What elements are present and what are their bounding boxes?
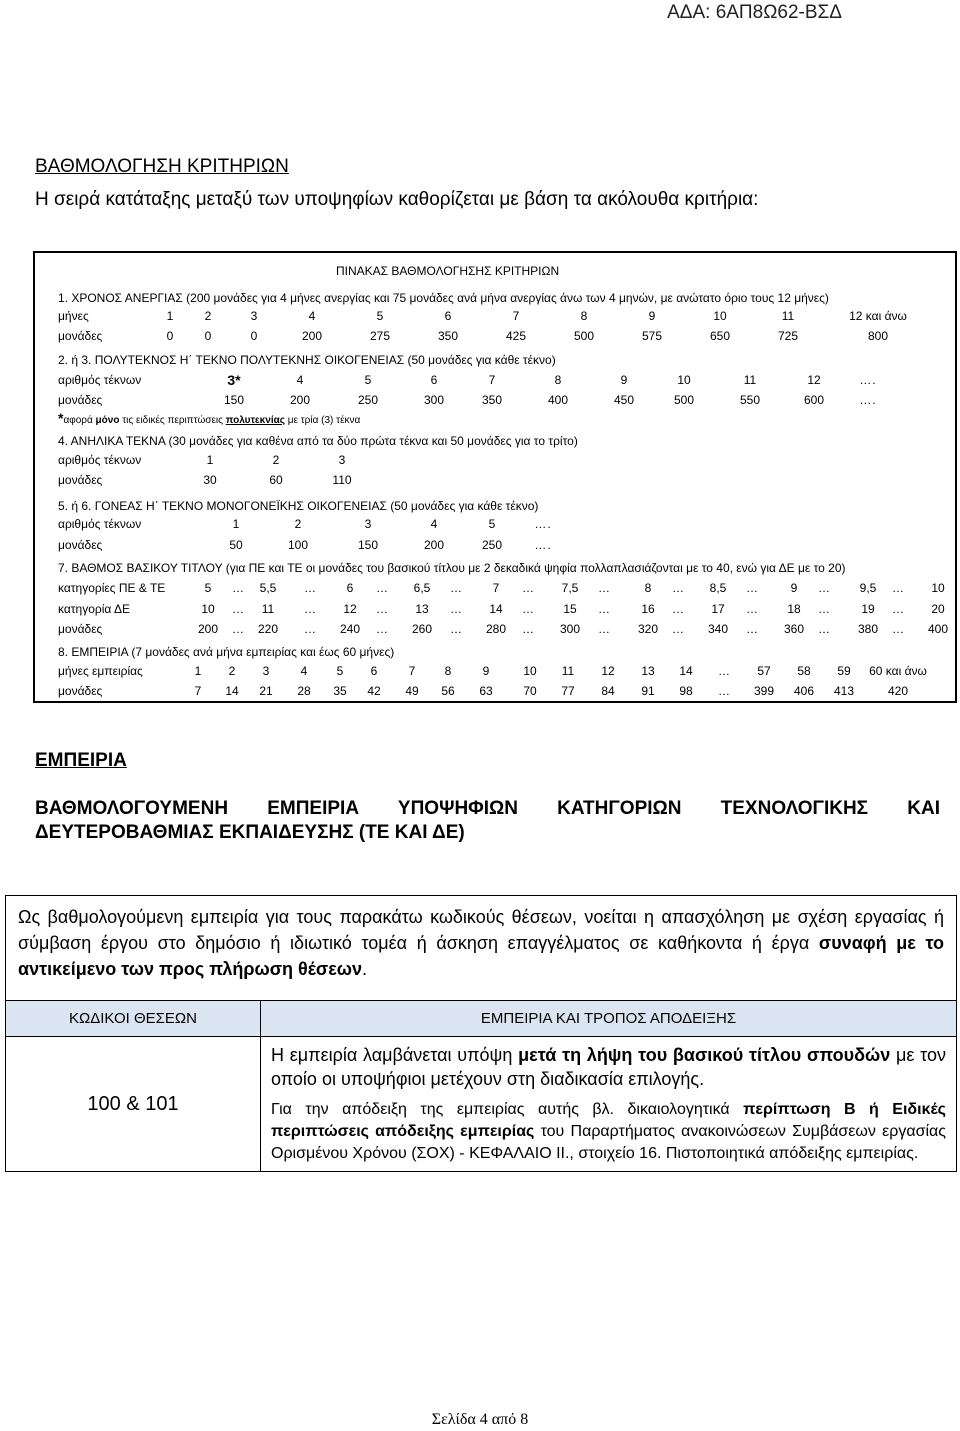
cell-value: 91: [641, 684, 655, 698]
cell-value: 57: [757, 664, 771, 678]
cell-value: …: [450, 602, 462, 616]
row-label: μήνες εμπειρίας: [58, 664, 143, 678]
cell-value: 4: [308, 309, 316, 323]
cell-value: 110: [332, 473, 352, 487]
cell-value: 10: [931, 581, 945, 595]
d2-b: περίπτωση Β ή Ειδικές περιπτώσεις απόδειξης εμπειρίας: [271, 1101, 947, 1140]
cell-value: 10: [677, 373, 691, 387]
d1-b: μετά τη λήψη του βασικού τίτλου σπουδών: [518, 1045, 891, 1065]
cell-value: 42: [367, 684, 381, 698]
note-star: *: [58, 410, 64, 426]
cell-value: …: [304, 581, 316, 595]
cell-value: 1: [206, 453, 214, 467]
cell-value: 399: [753, 684, 775, 698]
experience-description: [261, 1037, 957, 1172]
cell-value: 320: [637, 622, 659, 636]
criterion-5-title: 5. ή 6. ΓΟΝΕΑΣ Η΄ ΤΕΚΝΟ ΜΟΝΟΓΟΝΕΪΚΗΣ ΟΙΚΟΓΕΝΕΙΑΣ (50 μονάδες για κάθε τέκνο): [58, 499, 539, 513]
row-label: μήνες: [58, 309, 89, 323]
cell-value: 350: [437, 329, 459, 343]
cell-value: 14: [489, 602, 503, 616]
cell-value: 11: [561, 664, 575, 678]
cell-value: 7: [488, 373, 496, 387]
cell-value: 420: [887, 684, 909, 698]
cell-value: 2: [204, 309, 212, 323]
col-codes-header: ΚΩΔΙΚΟΙ ΘΕΣΕΩΝ: [6, 1001, 261, 1037]
cell-value: 11: [261, 602, 275, 616]
cell-value: 4: [300, 664, 308, 678]
cell-value: 11: [781, 309, 795, 323]
cell-value: 350: [481, 393, 503, 407]
cell-value: …: [818, 622, 830, 636]
row-label: κατηγορία ΔΕ: [58, 602, 130, 616]
cell-value: …: [598, 622, 610, 636]
cell-value: 240: [339, 622, 361, 636]
ada-code: ΑΔΑ: 6ΑΠ8Ω62-ΒΣΔ: [667, 2, 842, 23]
cell-value: 70: [523, 684, 537, 698]
note-e: με τρία (3) τέκνα: [284, 415, 361, 426]
cell-value: …: [232, 581, 244, 595]
cell-value: 360: [783, 622, 805, 636]
d2-a: Για την απόδειξη της εμπειρίας αυτής βλ. δικαιολογητικά: [271, 1101, 744, 1118]
cell-value: 11: [743, 373, 757, 387]
cell-value: 100: [287, 538, 309, 552]
cell-value: 20: [931, 602, 945, 616]
cell-value: 6: [346, 581, 354, 595]
cell-value: 7: [492, 581, 500, 595]
cell-value: …: [522, 602, 534, 616]
experience-title: ΕΜΠΕΙΡΙΑ: [35, 750, 127, 771]
cell-value: 13: [415, 602, 429, 616]
cell-value: 10: [713, 309, 727, 323]
cell-value: 50: [229, 538, 243, 552]
cell-value: …: [892, 602, 904, 616]
cell-value: 63: [479, 684, 493, 698]
cell-value: 9: [482, 664, 490, 678]
cell-value: 406: [793, 684, 815, 698]
cell-value: 6,5: [413, 581, 431, 595]
note-only: μόνο: [95, 415, 120, 426]
experience-heading-line-1: ΒΑΘΜΟΛΟΓΟΥΜΕΝΗ ΕΜΠΕΙΡΙΑ ΥΠΟΨΗΦΙΩΝ ΚΑΤΗΓΟΡΙΩΝ ΤΕΧΝΟΛΟΓΙΚΗΣ ΚΑΙ: [35, 798, 940, 819]
cell-value: 400: [927, 622, 949, 636]
cell-value: 8: [444, 664, 452, 678]
cell-value: …: [746, 581, 758, 595]
cell-value: 340: [707, 622, 729, 636]
cell-value: …: [818, 602, 830, 616]
cell-value: 9: [790, 581, 798, 595]
cell-value: 35: [333, 684, 347, 698]
cell-value: …: [522, 622, 534, 636]
row-label: αριθμός τέκνων: [58, 453, 142, 467]
cell-value: 3: [364, 517, 372, 531]
cell-value: …: [450, 622, 462, 636]
experience-intro-cell: [6, 896, 957, 1001]
cell-value: 425: [505, 329, 527, 343]
cell-value: …: [892, 581, 904, 595]
intro-text: Η σειρά κατάταξης μεταξύ των υποψηφίων καθορίζεται με βάση τα ακόλουθα κριτήρια:: [35, 189, 759, 210]
experience-data-row: [6, 1037, 957, 1172]
cell-value: 7: [512, 309, 520, 323]
cell-value: 6: [444, 309, 452, 323]
cell-value: …: [672, 581, 684, 595]
cell-value: 14: [225, 684, 239, 698]
row-label: μονάδες: [58, 329, 103, 343]
cell-value: 7,5: [561, 581, 579, 595]
cell-value: 8: [644, 581, 652, 595]
cell-value: 49: [405, 684, 419, 698]
cell-value: …: [376, 581, 388, 595]
criterion-8-title: 8. ΕΜΠΕΙΡΙΑ (7 μονάδες ανά μήνα εμπειρίας και έως 60 μήνες): [58, 645, 395, 659]
cell-value: …: [672, 622, 684, 636]
cell-value: 725: [777, 329, 799, 343]
row-label: μονάδες: [58, 393, 103, 407]
experience-heading-line-2: ΔΕΥΤΕΡΟΒΑΘΜΙΑΣ ΕΚΠΑΙΔΕΥΣΗΣ (ΤΕ ΚΑΙ ΔΕ): [35, 822, 465, 843]
ellipsis: ….: [534, 517, 552, 531]
cell-value: 650: [709, 329, 731, 343]
cell-value: 5: [376, 309, 384, 323]
criterion-2-note: [58, 410, 360, 426]
d1-a: Η εμπειρία λαμβάνεται υπόψη: [271, 1045, 519, 1065]
cell-value: …: [746, 622, 758, 636]
cell-value: 10: [523, 664, 537, 678]
cell-value: 13: [641, 664, 655, 678]
cell-value: 8: [580, 309, 588, 323]
cell-value: 0: [250, 329, 258, 343]
cell-value: 14: [679, 664, 693, 678]
criterion-4-title: 4. ΑΝΗΛΙΚΑ ΤΕΚΝΑ (30 μονάδες για καθένα από τα δύο πρώτα τέκνα και 50 μονάδες για το τρίτο): [58, 434, 578, 448]
cell-value: 300: [559, 622, 581, 636]
cell-value: …: [450, 581, 462, 595]
cell-value: …: [598, 581, 610, 595]
cell-value: 18: [787, 602, 801, 616]
cell-value: 9,5: [859, 581, 877, 595]
cell-value: 1: [194, 664, 202, 678]
criterion-2-title: 2. ή 3. ΠΟΛΥΤΕΚΝΟΣ Η΄ ΤΕΚΝΟ ΠΟΛΥΤΕΚΝΗΣ ΟΙΚΟΓΕΝΕΙΑΣ (50 μονάδες για κάθε τέκνο): [58, 353, 556, 367]
cell-value: 413: [833, 684, 855, 698]
cell-value: 3: [338, 453, 346, 467]
cell-value: 8: [554, 373, 562, 387]
cell-value: 28: [297, 684, 311, 698]
cell-value: 58: [797, 664, 811, 678]
cell-value: 1: [166, 309, 174, 323]
cell-value: 260: [411, 622, 433, 636]
cell-value: 380: [857, 622, 879, 636]
cell-value: …: [718, 664, 730, 678]
cell-value: 12: [601, 664, 615, 678]
cell-value: 98: [679, 684, 693, 698]
cell-value: 2: [294, 517, 302, 531]
cell-value: 3*: [227, 372, 241, 388]
row-label: μονάδες: [58, 684, 103, 698]
note-a: αφορά: [63, 415, 96, 426]
cell-value: …: [672, 602, 684, 616]
cell-value: 5: [364, 373, 372, 387]
cell-value: …: [232, 602, 244, 616]
cell-value: 19: [861, 602, 875, 616]
cell-value: 15: [563, 602, 577, 616]
cell-value: …: [598, 602, 610, 616]
cell-value: …: [746, 602, 758, 616]
cell-value: 9: [648, 309, 656, 323]
cell-value: 500: [573, 329, 595, 343]
cell-value: 5: [204, 581, 212, 595]
d1-c: με τον οποίο οι υποψήφιοι μετέχουν στη διαδικασία επιλογής.: [271, 1045, 947, 1089]
cell-value: 60 και άνω: [869, 664, 927, 678]
row-label: αριθμός τέκνων: [58, 517, 142, 531]
cell-value: 12: [807, 373, 821, 387]
cell-value: 250: [357, 393, 379, 407]
cell-value: 600: [803, 393, 825, 407]
position-codes: 100 & 101: [6, 1037, 261, 1172]
cell-value: 4: [430, 517, 438, 531]
cell-value: 500: [673, 393, 695, 407]
cell-value: 12 και άνω: [849, 309, 907, 323]
row-label: αριθμός τέκνων: [58, 373, 142, 387]
experience-heading: [35, 797, 940, 845]
note-c: τις ειδικές περιπτώσεις: [119, 415, 226, 426]
section-title: ΒΑΘΜΟΛΟΓΗΣΗ ΚΡΙΤΗΡΙΩΝ: [35, 156, 289, 177]
cell-value: …: [304, 602, 316, 616]
ellipsis: ….: [534, 538, 552, 552]
cell-value: 10: [201, 602, 215, 616]
experience-intro-row: [6, 896, 957, 1001]
description-paragraph-1: [271, 1043, 946, 1091]
criterion-1-title: 1. ΧΡΟΝΟΣ ΑΝΕΡΓΙΑΣ (200 μονάδες για 4 μήνες ανεργίας και 75 μονάδες ανά μήνα ανεργίας άνω των 4 μηνών, με ανώτατο όριο τους 12 μήνες): [58, 291, 829, 305]
row-label: μονάδες: [58, 538, 103, 552]
cell-value: 150: [357, 538, 379, 552]
cell-value: 0: [166, 329, 174, 343]
description-paragraph-2: [271, 1099, 946, 1165]
ellipsis: ….: [859, 393, 877, 407]
ellipsis: ….: [859, 373, 877, 387]
d2-c: του Παραρτήματος ανακοινώσεων Συμβάσεων εργασίας Ορισμένου Χρόνου (ΣΟΧ) - ΚΕΦΑΛΑΙΟ ΙΙ., στοιχείο 16. Πιστοποιητικά απόδειξης εμπειρίας.: [271, 1123, 946, 1162]
cell-value: 56: [441, 684, 455, 698]
cell-value: 200: [423, 538, 445, 552]
cell-value: 200: [197, 622, 219, 636]
cell-value: 3: [262, 664, 270, 678]
cell-value: …: [304, 622, 316, 636]
row-label: κατηγορίες ΠΕ & ΤΕ: [58, 581, 166, 595]
col-experience-header: ΕΜΠΕΙΡΙΑ ΚΑΙ ΤΡΟΠΟΣ ΑΠΟΔΕΙΞΗΣ: [261, 1001, 957, 1037]
cell-value: 250: [481, 538, 503, 552]
page-footer: Σελίδα 4 από 8: [431, 1411, 529, 1428]
intro-a: Ως βαθμολογούμενη εμπειρία για τους παρακάτω κωδικούς θέσεων, νοείται η απασχόληση με σχέση εργασίας ή σύμβαση έργου στο δημόσιο ή ιδιωτικό τομέα ή άσκηση επαγγέλματος σε καθήκοντα ή έργα: [18, 907, 944, 953]
cell-value: …: [376, 622, 388, 636]
cell-value: 450: [613, 393, 635, 407]
intro-c: .: [361, 959, 367, 979]
row-label: μονάδες: [58, 473, 103, 487]
cell-value: 800: [867, 329, 889, 343]
row-label: μονάδες: [58, 622, 103, 636]
cell-value: 2: [272, 453, 280, 467]
cell-value: 12: [343, 602, 357, 616]
cell-value: 6: [370, 664, 378, 678]
cell-value: 6: [430, 373, 438, 387]
cell-value: …: [892, 622, 904, 636]
cell-value: 275: [369, 329, 391, 343]
experience-table: [5, 895, 957, 1172]
cell-value: 84: [601, 684, 615, 698]
cell-value: 17: [711, 602, 725, 616]
cell-value: 575: [641, 329, 663, 343]
cell-value: …: [718, 684, 730, 698]
cell-value: 5: [488, 517, 496, 531]
cell-value: 7: [408, 664, 416, 678]
cell-value: …: [818, 581, 830, 595]
cell-value: 550: [739, 393, 761, 407]
cell-value: 21: [259, 684, 273, 698]
cell-value: 60: [269, 473, 283, 487]
cell-value: 300: [423, 393, 445, 407]
cell-value: 2: [228, 664, 236, 678]
cell-value: 200: [301, 329, 323, 343]
intro-b: συναφή με το αντικείμενο των προς πλήρωση θέσεων: [18, 933, 944, 979]
cell-value: 150: [223, 393, 245, 407]
cell-value: 16: [641, 602, 655, 616]
cell-value: 5,5: [259, 581, 277, 595]
cell-value: 0: [204, 329, 212, 343]
cell-value: 77: [561, 684, 575, 698]
cell-value: 220: [257, 622, 279, 636]
criteria-table-title: ΠΙΝΑΚΑΣ ΒΑΘΜΟΛΟΓΗΣΗΣ ΚΡΙΤΗΡΙΩΝ: [336, 264, 560, 278]
cell-value: 8,5: [709, 581, 727, 595]
cell-value: 200: [289, 393, 311, 407]
cell-value: …: [232, 622, 244, 636]
cell-value: 7: [194, 684, 202, 698]
cell-value: …: [522, 581, 534, 595]
cell-value: 400: [547, 393, 569, 407]
experience-header-row: [6, 1001, 957, 1037]
cell-value: 5: [336, 664, 344, 678]
cell-value: 280: [485, 622, 507, 636]
cell-value: 4: [296, 373, 304, 387]
cell-value: 1: [232, 517, 240, 531]
cell-value: 3: [250, 309, 258, 323]
cell-value: …: [376, 602, 388, 616]
note-large-family: πολυτεκνίας: [225, 415, 285, 426]
cell-value: 59: [837, 664, 851, 678]
cell-value: 30: [203, 473, 217, 487]
cell-value: 9: [620, 373, 628, 387]
criterion-7-title: 7. ΒΑΘΜΟΣ ΒΑΣΙΚΟΥ ΤΙΤΛΟΥ (για ΠΕ και ΤΕ οι μονάδες του βασικού τίτλου με 2 δεκαδικά ψηφία πολλαπλασιάζονται με το 40, ενώ για ΔΕ με το 20): [58, 561, 846, 575]
